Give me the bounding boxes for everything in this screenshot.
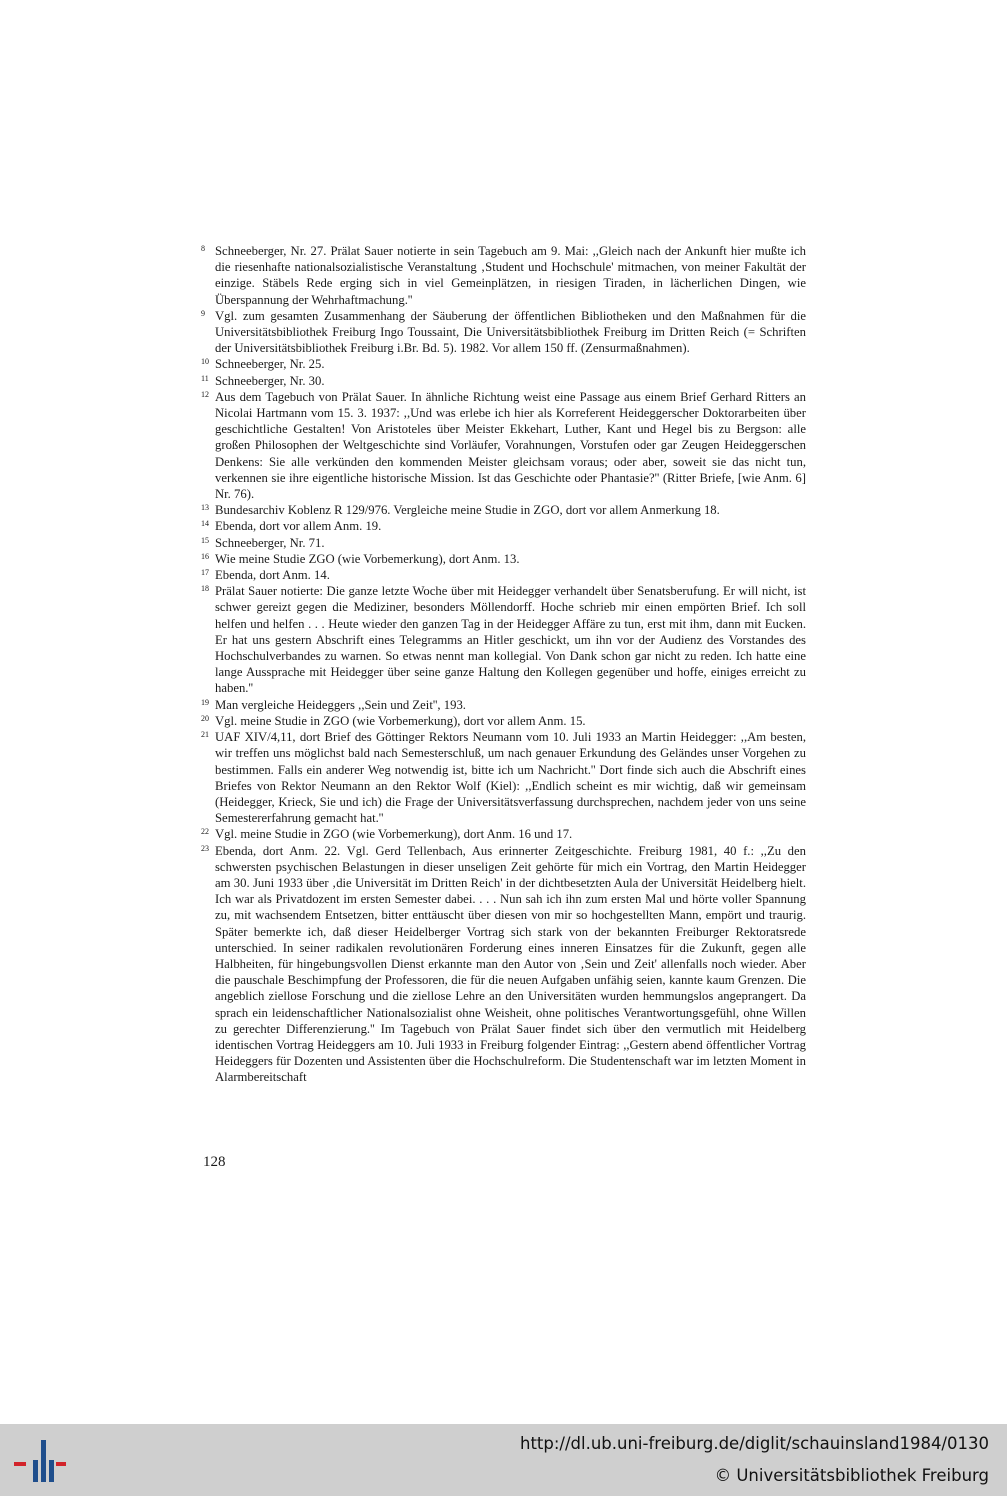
footnote-number: 12 [201, 389, 209, 399]
footnote-19 [201, 697, 806, 713]
footnote-text: Schneeberger, Nr. 71. [215, 535, 325, 550]
footnote-12 [201, 389, 806, 502]
footnote-text: Schneeberger, Nr. 27. Prälat Sauer notierte in sein Tagebuch am 9. Mai: ,,Gleich nach der Ankunft hier mußte ich die riesenhafte nationalsozialistische Veranstaltung ‚Student und Hochschule' mitmachen, von meiner Fakultät der einzige. Stäbels Rede erging sich in viel Gemeinplätzen, in riesigen Tiraden, in lächerlichen Dingen, wie Überspannung der Wehrhaftmachung.'' [215, 244, 806, 307]
footnote-text: Man vergleiche Heideggers ,,Sein und Zeit'', 193. [215, 697, 466, 712]
footnote-number: 19 [201, 697, 209, 707]
footnote-text: UAF XIV/4,11, dort Brief des Göttinger Rektors Neumann vom 10. Juli 1933 an Martin Heidegger: ,,Am besten, wir treffen uns möglichst bald nach Semesterschluß, um nach genauer Erkundung des Geländes unser Vorgehen zu bestimmen. Falls ein anderer Weg notwendig ist, bitte ich um Nachricht.'' Dort finde sich auch die Abschrift eines Briefes von Rektor Neumann an den Rektor Wolf (Kiel): ,,Endlich scheint es mir wichtig, daß wir gemeinsam (Heidegger, Krieck, Sie und ich) die Frage der Universitätsverfassung durchsprechen, nachdem jeder von uns seine Semestererfahrung gemacht hat.'' [215, 730, 806, 826]
footnote-number: 18 [201, 584, 209, 594]
footnote-text: Schneeberger, Nr. 30. [215, 373, 325, 388]
footnote-text: Vgl. zum gesamten Zusammenhang der Säuberung der öffentlichen Bibliotheken und den Maßnahmen für die Universitätsbibliothek Freiburg Ingo Toussaint, Die Universitätsbibliothek Freiburg im Dritten Reich (= Schriften der Universitätsbibliothek Freiburg i.Br. Bd. 5). 1982. Vor allem 150 ff. (Zensurmaßnahmen). [215, 308, 806, 356]
footnote-text: Wie meine Studie ZGO (wie Vorbemerkung), dort Anm. 13. [215, 551, 520, 566]
footnote-13 [201, 502, 806, 518]
ub-freiburg-logo-icon [14, 1436, 66, 1486]
footnote-9 [201, 308, 806, 357]
footnote-22 [201, 826, 806, 842]
footnote-text: Aus dem Tagebuch von Prälat Sauer. In ähnliche Richtung weist eine Passage aus einem Brief Gerhard Ritters an Nicolai Hartmann vom 15. 3. 1937: ,,Und was erlebe ich hier als Korreferent Heideggerscher Doktorarbeiten über geschichtliche Gestalten! Von Aristoteles über Meister Ekkehart, Luther, Kant und Hegel bis zu Bergson: alle großen Philosophen der Weltgeschichte sind Vorläufer, Vorahnungen, Vorstufen oder gar Zeugen Heideggerschen Denkens: Sie alle verkünden den kommenden Meister gleichsam voraus; oder aber, soweit sie das nicht tun, verkennen sie ihre eigentliche historische Mission. Ist das Geschichte oder Phantasie?'' (Ritter Briefe, [wie Anm. 6] Nr. 76). [215, 389, 806, 502]
footnote-14 [201, 518, 806, 534]
footer-bar [0, 1424, 1007, 1496]
footnote-number: 11 [201, 373, 209, 383]
footnote-number: 17 [201, 568, 209, 578]
footnote-16 [201, 551, 806, 567]
page-number: 128 [203, 1154, 226, 1170]
footnote-15 [201, 535, 806, 551]
footnote-text: Bundesarchiv Koblenz R 129/976. Vergleiche meine Studie in ZGO, dort vor allem Anmerkung 18. [215, 503, 720, 518]
footnote-number: 9 [201, 308, 205, 318]
document-url-link[interactable]: http://dl.ub.uni-freiburg.de/diglit/schauinsland1984/0130 [519, 1434, 989, 1453]
footnote-8 [201, 243, 806, 308]
footnote-number: 21 [201, 730, 209, 740]
footnote-number: 22 [201, 827, 209, 837]
footnote-number: 14 [201, 519, 209, 529]
footnote-18 [201, 583, 806, 696]
footnote-number: 15 [201, 535, 209, 545]
footnote-11 [201, 373, 806, 389]
footnote-21 [201, 729, 806, 826]
footnote-text: Vgl. meine Studie in ZGO (wie Vorbemerkung), dort vor allem Anm. 15. [215, 713, 586, 728]
footnote-text: Ebenda, dort Anm. 22. Vgl. Gerd Tellenbach, Aus erinnerter Zeitgeschichte. Freiburg 1981, 40 f.: ,,Zu den schwersten psychischen Belastungen in dieser unseligen Zeit gehörte für mich ein Vortrag, den Martin Heidegger am 30. Juni 1933 über ‚die Universität im Dritten Reich' in der dichtbesetzten Aula der Universität Heidelberg hielt. Ich war als Privatdozent im ersten Semester dabei. . . . Nun sah ich ihn zum ersten Mal und hörte voller Spannung zu, mit wachsendem Entsetzen, bitter enttäuscht über diesen von mir so hochgestellten Mann, empört und traurig. Später bemerkte ich, daß dieser Heidelberger Vortrag sich stark von der bekannten Freiburger Rektoratsrede unterschied. In seiner radikalen revolutionären Forderung eines inneren Einsatzes für die Zukunft, gegen alle Halbheiten, für hingebungsvollen Dienst erkannte man den Autor von ‚Sein und Zeit' allenfalls noch wieder. Aber die pauschale Beschimpfung der Professoren, die für die neuen Aufgaben unfähig seien, kannte kaum Grenzen. Die angeblich ziellose Forschung und die ziellose Lehre an den Universitäten wurden hemmungslos angeprangert. Da sprach ein leidenschaftlicher Nationalsozialist ohne Weisheit, ohne politisches Verantwortungsgefühl, ohne Willen zu gerechter Differenzierung.'' Im Tagebuch von Prälat Sauer findet sich über den vermutlich mit Heidelberg identischen Vortrag Heideggers am 10. Juli 1933 in Freiburg folgender Eintrag: ,,Gestern abend öffentlicher Vortrag Heideggers für Dozenten und Assistenten über die Hochschulreform. Die Studentenschaft war im letzten Moment in Alarmbereitschaft [215, 843, 806, 1085]
footnote-text: Prälat Sauer notierte: Die ganze letzte Woche über mit Heidegger verhandelt über Senatsberufung. Er will nicht, ist schwer gereizt gegen die Mediziner, besonders Möllendorff. Hoche schrieb mir einen empörten Brief. Ich soll helfen und helfen . . . Heute wieder den ganzen Tag in der Heidegger Affäre zu tun, erst mit ihm, dann mit Eucken. Er hat uns gestern Abschrift eines Telegramms an Hitler geschickt, um ihn vor der Audienz des Vorstandes des Hochschulverbandes zu warnen. So etwas nennt man kollegial. Von Dank schon gar nicht zu reden. Ich hatte eine lange Aussprache mit Heidegger über seine ganze Haltung den Kollegen gegenüber und hoffe, einiges erreicht zu haben.'' [215, 584, 806, 696]
footnote-20 [201, 713, 806, 729]
footnote-number: 8 [201, 244, 205, 253]
footnote-text: Vgl. meine Studie in ZGO (wie Vorbemerkung), dort Anm. 16 und 17. [215, 827, 573, 842]
footnote-number: 23 [201, 843, 209, 853]
footnotes-block [201, 243, 806, 1086]
footnote-text: Schneeberger, Nr. 25. [215, 357, 325, 372]
footnote-number: 16 [201, 551, 209, 561]
copyright-notice: © Universitätsbibliothek Freiburg [714, 1466, 989, 1485]
footnote-number: 10 [201, 357, 209, 367]
footnote-number: 13 [201, 503, 209, 513]
footnote-23 [201, 843, 806, 1086]
footnote-text: Ebenda, dort vor allem Anm. 19. [215, 519, 382, 534]
footnote-number: 20 [201, 713, 209, 723]
footnote-text: Ebenda, dort Anm. 14. [215, 568, 330, 583]
footnote-10 [201, 356, 806, 372]
footnote-17 [201, 567, 806, 583]
